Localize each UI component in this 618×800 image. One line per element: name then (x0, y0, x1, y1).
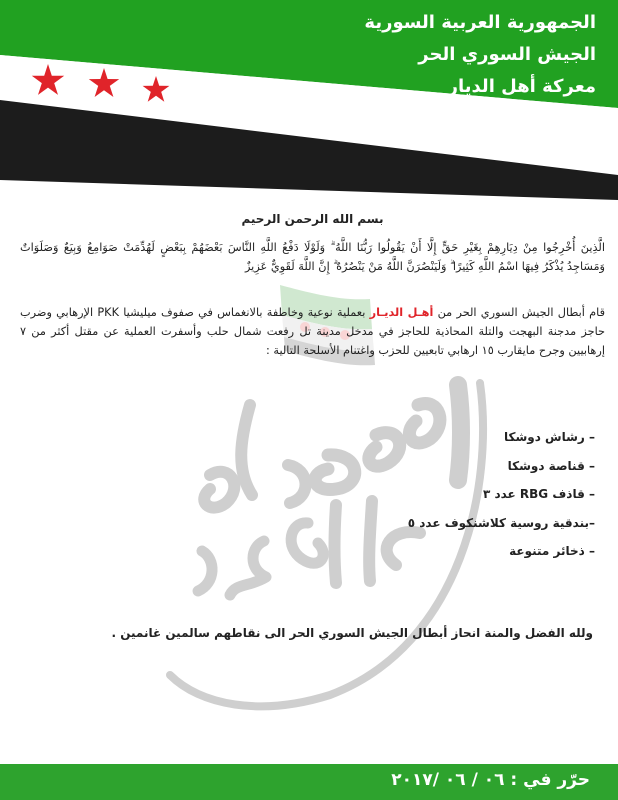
closing-statement: ولله الفضل والمنة انحاز أبطال الجيش السوري الحر الى نقاطهم سالمين غانمين . (111, 626, 593, 640)
battle-name-highlight: أهـل الديـار (369, 306, 434, 319)
header-line-army: الجيش السوري الحر (418, 44, 596, 65)
header-line-republic: الجمهورية العربية السورية (364, 12, 596, 33)
operation-description (20, 303, 605, 361)
intro-text-continued: بعملية نوعية وخاطفة بالانغماس في صفوف ميليشيا PKK الإرهابي وضرب حاجز مدجنة البهجت والتلة المحاذية للحاجز في مدخل مدينة تل رفعت شمال حلب وأسفرت العملية عن مقتل أكثر من ٧ إرهابيين وجرح مايقارب ١٥ ارهابي تابعيين للحزب واغتنام الأسلحة التالية : (20, 306, 605, 358)
intro-text: قام أبطال الجيش السوري الحر من (437, 306, 605, 319)
footer-bar (0, 764, 618, 800)
list-item: – قاذف RBG عدد ٣ (482, 487, 595, 501)
quran-verse: الَّذِينَ أُخْرِجُوا مِنْ دِيَارِهِمْ بِغَيْرِ حَقٍّ إِلَّا أَنْ يَقُولُوا رَبُّنَا اللَّهُ ۗ وَلَوْلَا دَفْعُ اللَّهِ النَّاسَ بَعْضَهُمْ بِبَعْضٍ لَهُدِّمَتْ صَوَامِعُ وَبِيَعٌ وَصَلَوَاتٌ وَمَسَاجِدُ يُذْكَرُ فِيهَا اسْمُ اللَّهِ كَثِيرًا ۗ وَلَيَنْصُرَنَّ اللَّهُ مَنْ يَنْصُرُهُ ۗ إِنَّ اللَّهَ لَقَوِيٌّ عَزِيزٌ (20, 241, 605, 274)
list-item: – رشاش دوشكا (503, 430, 595, 444)
issue-date: حرّر في : ٠٦ / ٠٦ /٢٠١٧ (391, 770, 590, 790)
statement-body (20, 200, 605, 640)
list-item: – ذخائر متنوعة (509, 544, 595, 558)
list-item: – قناصة دوشكا (507, 458, 595, 473)
flag-banner (0, 0, 618, 200)
basmala: بسم الله الرحمن الرحيم (241, 212, 384, 226)
header-line-battle: معركة أهل الديار (447, 76, 596, 97)
list-item: –بندقية روسية كلاشنكوف عدد ٥ (407, 515, 595, 530)
seized-weapons-list (408, 430, 595, 573)
